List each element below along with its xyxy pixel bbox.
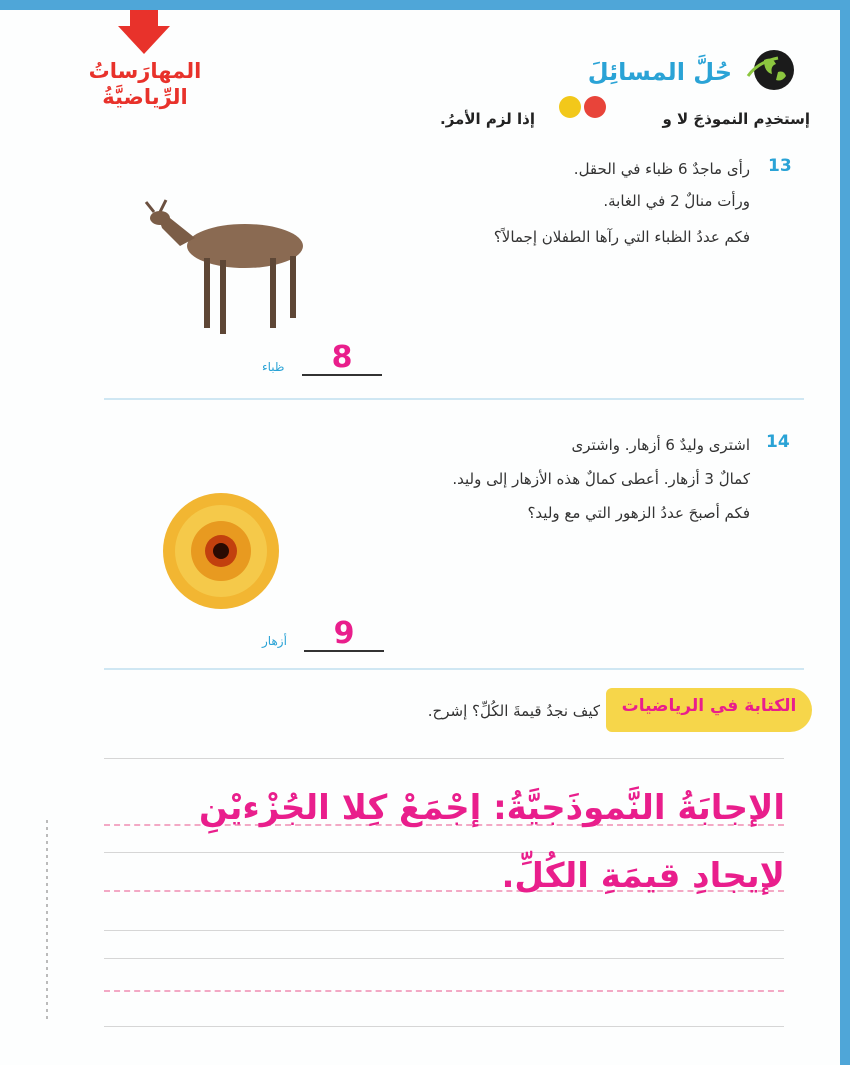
- answer-value: 8: [331, 340, 353, 375]
- writing-line: [104, 958, 784, 959]
- question-line: كمالٌ 3 أزهار. أعطى كمالٌ هذه الأزهار إلى وليد.: [452, 470, 750, 488]
- skill-tag: المهارَساتُ الرِّياضيَّةُ: [88, 59, 202, 109]
- answer-unit: أزهار: [262, 634, 287, 648]
- writing-line: [104, 990, 784, 992]
- question-number: 13: [768, 156, 792, 176]
- writing-line: [104, 758, 784, 759]
- page-border-right: [840, 0, 850, 1065]
- red-counter-icon: [584, 96, 606, 118]
- flower-image: [156, 490, 286, 612]
- yellow-counter-icon: [559, 96, 581, 118]
- down-arrow-head-icon: [118, 26, 170, 54]
- question-line: فكم أصبحَ عددُ الزهور التي مع وليد؟: [527, 504, 750, 522]
- writing-line: [104, 930, 784, 931]
- question-line: اشترى وليدٌ 6 أزهار. واشترى: [571, 436, 750, 454]
- answer-unit: ظباء: [262, 360, 285, 374]
- instruction-main: إستخدِم النموذجَ لا و: [662, 110, 810, 128]
- writing-tag: الكتابة في الرياضيات: [621, 696, 797, 716]
- model-answer-line1: الإجابَةُ النَّموذَجيَّةُ: إجْمَعْ كِلا الجُزْءيْنِ: [198, 788, 785, 828]
- globe-logo-icon: [742, 46, 800, 92]
- question-line: فكم عددُ الظباء التي رآها الطفلان إجمالاً؟: [493, 228, 750, 246]
- section-divider: [104, 398, 804, 400]
- margin-print-mark: [42, 820, 52, 1020]
- writing-prompt: كيف نجدُ قيمةَ الكُلِّ؟ إشرح.: [427, 702, 600, 720]
- section-title: حُلَّ المسائِلَ: [587, 58, 732, 86]
- instruction-after: إذا لزم الأمرُ.: [440, 110, 536, 128]
- question-line: ورأت منالٌ 2 في الغابة.: [603, 192, 750, 210]
- question-number: 14: [766, 432, 790, 452]
- writing-line: [104, 852, 784, 853]
- question-line: رأى ماجدٌ 6 ظباء في الحقل.: [573, 160, 750, 178]
- model-answer-line2: لإيجادِ قيمَةِ الكُلِّ.: [501, 856, 785, 896]
- deer-image: [140, 198, 320, 340]
- answer-value: 9: [333, 616, 355, 651]
- page-border-top: [0, 0, 850, 10]
- writing-line: [104, 1026, 784, 1027]
- section-divider: [104, 668, 804, 670]
